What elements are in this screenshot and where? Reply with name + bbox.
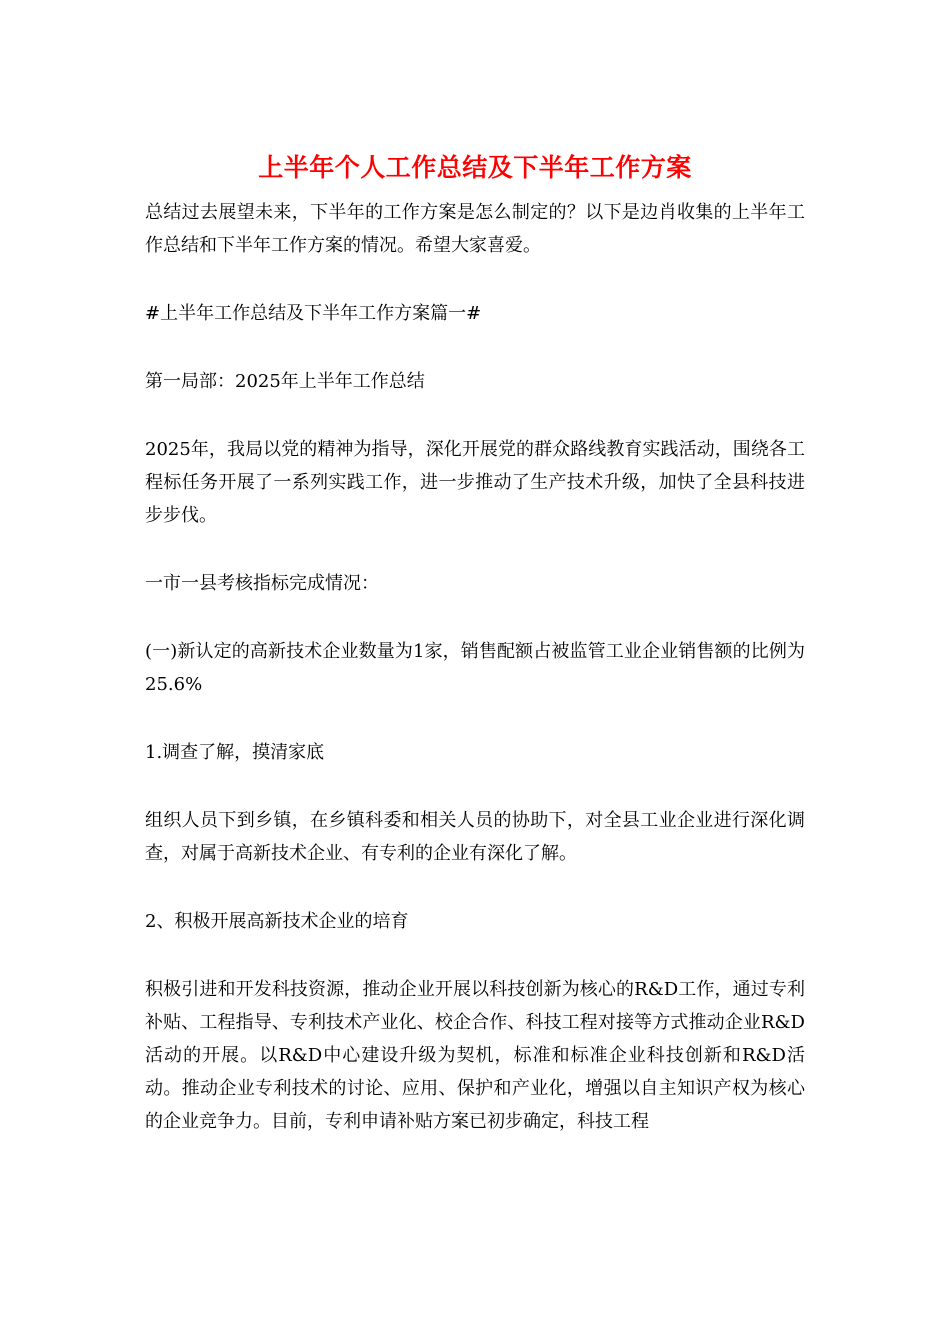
paragraph-survey: 组织人员下到乡镇，在乡镇科委和相关人员的协助下，对全县工业企业进行深化调查，对属于高新技术企业、有专利的企业有深化了解。 (145, 810, 805, 864)
paragraph-indicators-heading: 一市一县考核指标完成情况： (145, 573, 379, 594)
paragraph-part-heading: 第一局部：2025年上半年工作总结 (145, 371, 425, 392)
document-body (145, 196, 805, 1173)
paragraph-subheading-1: 1.调查了解，摸清家底 (145, 742, 325, 763)
paragraph-cultivation: 积极引进和开发科技资源，推动企业开展以科技创新为核心的R&D工作，通过专利补贴、工程指导、专利技术产业化、校企合作、科技工程对接等方式推动企业R&D活动的开展。以R&D中心建设升级为契机，标准和标准企业科技创新和R&D活动。推动企业专利技术的讨论、应用、保护和产业化，增强以自主知识产权为核心的企业竞争力。目前，专利申请补贴方案已初步确定，科技工程 (145, 979, 805, 1132)
document-title: 上半年个人工作总结及下半年工作方案 (258, 153, 692, 182)
paragraph-overview: 2025年，我局以党的精神为指导，深化开展党的群众路线教育实践活动，围绕各工程标任务开展了一系列实践工作，进一步推动了生产技术升级，加快了全县科技进步步伐。 (145, 439, 805, 526)
paragraph-indicator-one: (一)新认定的高新技术企业数量为1家，销售配额占被监管工业企业销售额的比例为25.6% (145, 641, 805, 695)
paragraph-intro: 总结过去展望未来，下半年的工作方案是怎么制定的？以下是边肖收集的上半年工作总结和下半年工作方案的情况。希望大家喜爱。 (145, 202, 805, 256)
paragraph-subheading-2: 2、积极开展高新技术企业的培育 (145, 911, 409, 932)
paragraph-section-heading: #上半年工作总结及下半年工作方案篇一# (145, 303, 482, 324)
